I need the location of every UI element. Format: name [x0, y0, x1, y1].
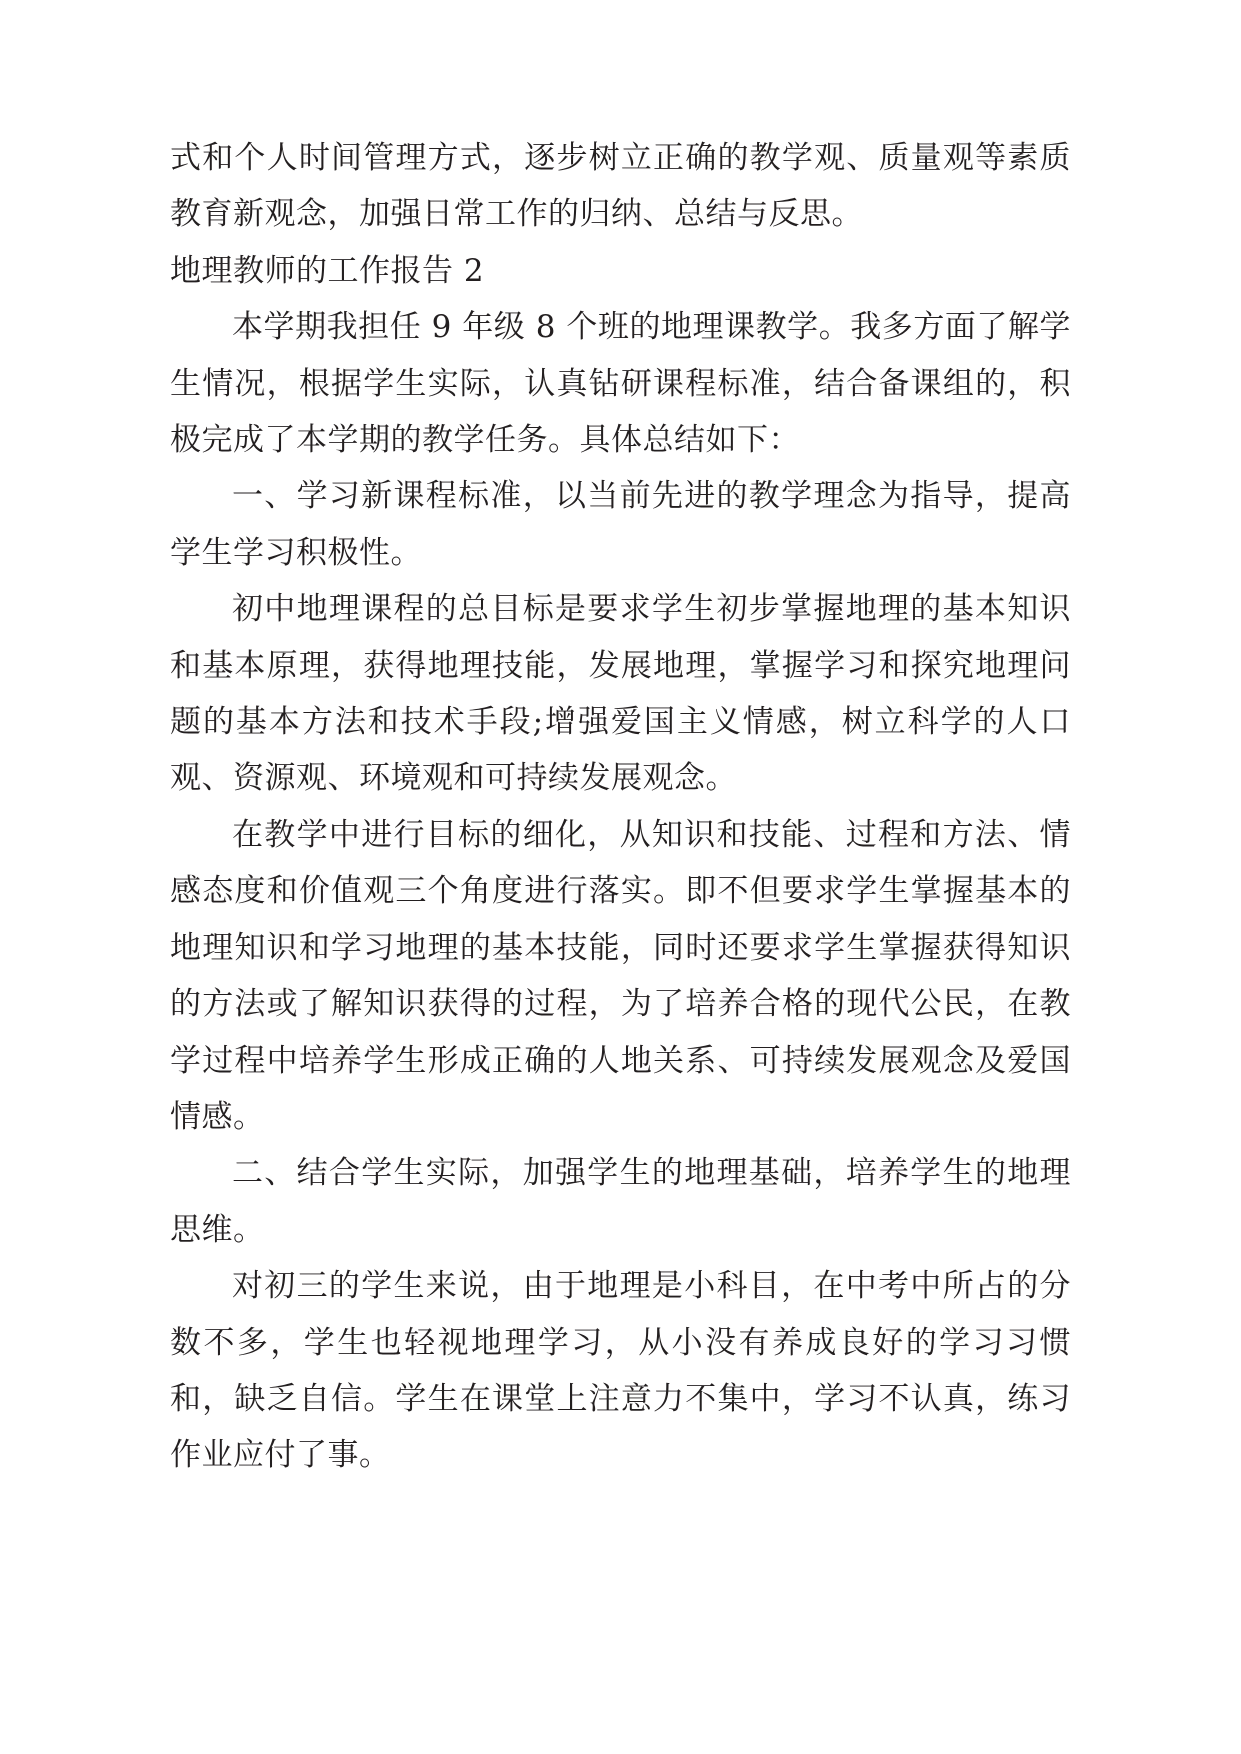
paragraph-overview: 本学期我担任 9 年级 8 个班的地理课教学。我多方面了解学生情况，根据学生实际，认真钻研课程标准，结合备课组的，积极完成了本学期的教学任务。具体总结如下：: [170, 309, 1071, 459]
section-heading: 地理教师的工作报告 2: [170, 252, 485, 289]
continued-paragraph: 式和个人时间管理方式，逐步树立正确的教学观、质量观等素质教育新观念，加强日常工作的归纳、总结与反思。: [170, 140, 1071, 233]
paragraph-point-two: 二、结合学生实际，加强学生的地理基础，培养学生的地理思维。: [170, 1155, 1071, 1248]
paragraph-implementation: 在教学中进行目标的细化，从知识和技能、过程和方法、情感态度和价值观三个角度进行落实。即不但要求学生掌握基本的地理知识和学习地理的基本技能，同时还要求学生掌握获得知识的方法或了解知识获得的过程，为了培养合格的现代公民，在教学过程中培养学生形成正确的人地关系、可持续发展观念及爱国情感。: [170, 816, 1071, 1135]
paragraph-student-status: 对初三的学生来说，由于地理是小科目，在中考中所占的分数不多，学生也轻视地理学习，从小没有养成良好的学习习惯和，缺乏自信。学生在课堂上注意力不集中，学习不认真，练习作业应付了事。: [170, 1268, 1071, 1474]
document-body: [170, 130, 1071, 1484]
paragraph-point-one: 一、学习新课程标准，以当前先进的教学理念为指导，提高学生学习积极性。: [170, 478, 1071, 571]
paragraph-goal: 初中地理课程的总目标是要求学生初步掌握地理的基本知识和基本原理，获得地理技能，发展地理，掌握学习和探究地理问题的基本方法和技术手段;增强爱国主义情感，树立科学的人口观、资源观、环境观和可持续发展观念。: [170, 591, 1071, 797]
